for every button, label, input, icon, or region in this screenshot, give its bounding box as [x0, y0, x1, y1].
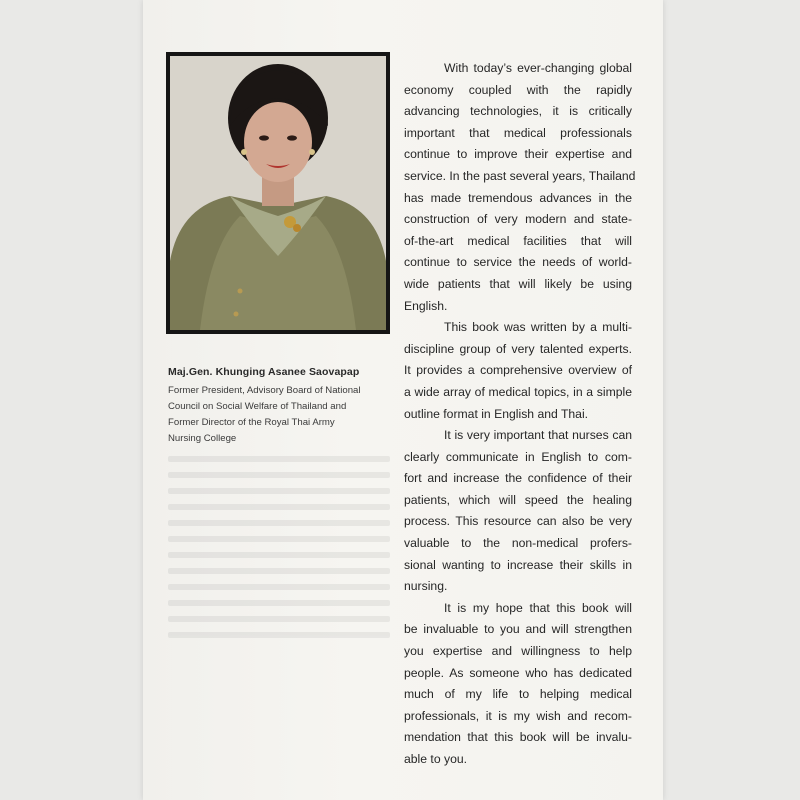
text-line: able to you.: [404, 752, 468, 766]
text-line: professionals, it is my wish and recom-: [404, 708, 632, 723]
text-line: people. As someone who has dedicated: [404, 665, 632, 680]
text-line: sional wanting to increase their skills in: [404, 557, 632, 572]
author-role-line: Former Director of the Royal Thai Army: [168, 417, 335, 428]
paragraph-4: [404, 598, 632, 771]
paragraph-1: [404, 58, 636, 317]
author-role-line: Former President, Advisory Board of National: [168, 385, 361, 396]
text-line: important that medical professionals: [404, 125, 632, 140]
text-line: mendation that this book will be invalu-: [404, 730, 632, 745]
text-line: economy coupled with the rapidly: [404, 82, 632, 97]
text-line: you expertise and willingness to help: [404, 644, 632, 659]
show-through-text: [168, 446, 390, 666]
text-line: It is very important that nurses can: [444, 428, 632, 443]
author-role-line: Nursing College: [168, 433, 237, 444]
text-line: of-the-art medical facilities that will: [404, 233, 632, 248]
text-line: It provides a comprehensive overview of: [404, 363, 632, 378]
text-line: continue to improve their expertise and: [404, 147, 632, 162]
text-line: fort and increase the confidence of their: [404, 471, 632, 486]
text-line: has made tremendous advances in the: [404, 190, 632, 205]
text-line: wide patients that will likely be using: [404, 276, 632, 291]
text-line: construction of very modern and state-: [404, 212, 632, 227]
text-line: With today’s ever-changing global: [444, 61, 632, 75]
portrait-photo: [166, 52, 390, 334]
text-line: English.: [404, 298, 448, 313]
text-line: advancing technologies, it is critically: [404, 104, 632, 119]
text-line: continue to service the needs of world-: [404, 255, 632, 270]
text-line: be invaluable to you and will strengthen: [404, 622, 632, 637]
foreword-text: [404, 58, 636, 771]
text-line: process. This resource can also be very: [404, 514, 632, 529]
text-line: clearly communicate in English to com-: [404, 449, 632, 464]
text-line: This book was written by a multi-: [444, 320, 632, 335]
paragraph-3: [404, 425, 632, 598]
author-role: [168, 383, 394, 447]
paragraph-2: [404, 317, 632, 425]
text-line: a wide array of medical topics, in a simple: [404, 384, 632, 399]
author-name: Maj.Gen. Khunging Asanee Saovapap: [168, 366, 360, 378]
text-line: outline format in English and Thai.: [404, 406, 589, 421]
text-line: valuable to the non-medical profers-: [404, 536, 632, 551]
author-role-line: Council on Social Welfare of Thailand and: [168, 401, 347, 412]
text-line: It is my hope that this book will: [444, 600, 632, 615]
text-line: nursing.: [404, 579, 448, 594]
text-line: much of my life to helping medical: [404, 687, 632, 702]
text-line: service. In the past several years, Thailand: [404, 168, 636, 183]
portrait-illustration: [170, 56, 386, 330]
text-line: discipline group of very talented experts.: [404, 341, 632, 356]
portrait-caption: [168, 366, 394, 447]
text-line: patients, which will speed the healing: [404, 492, 632, 507]
